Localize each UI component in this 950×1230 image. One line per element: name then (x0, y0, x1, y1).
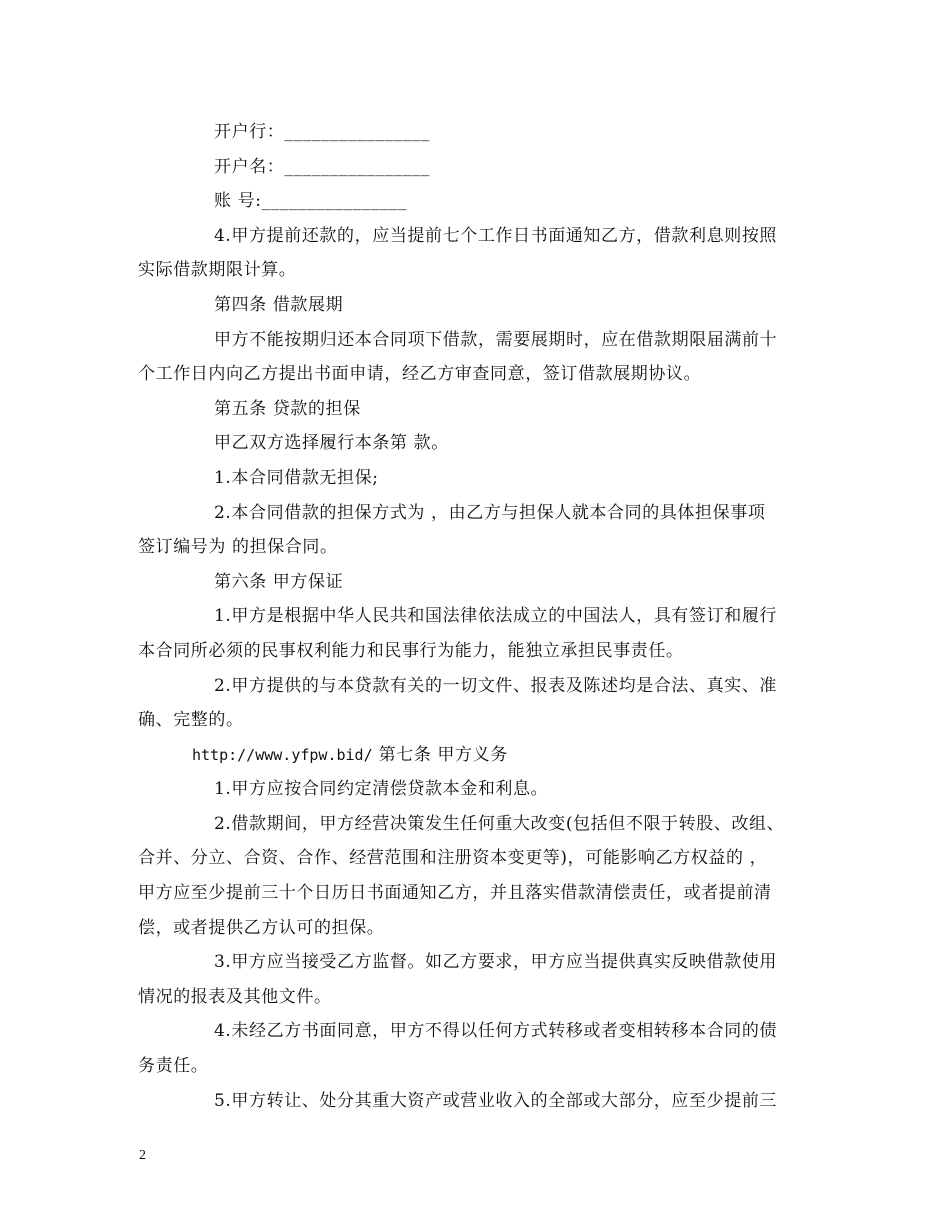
line-text: 开户行：________________ (214, 122, 430, 142)
line-text: 开户名：________________ (214, 156, 430, 177)
text-line (138, 184, 818, 219)
line-text: 甲方不能按期归还本合同项下借款，需要展期时，应在借款期限届满前十 (214, 329, 778, 350)
line-text: 1.本合同借款无担保; (214, 467, 379, 488)
line-text: 个工作日内向乙方提出书面申请，经乙方审查同意，签订借款展期协议。 (138, 364, 702, 385)
text-line (138, 669, 818, 704)
line-text: 第七条 甲方义务 (372, 744, 508, 765)
text-line (138, 1084, 818, 1119)
line-text: 2.甲方提供的与本贷款有关的一切文件、报表及陈述均是合法、真实、准 (214, 675, 778, 696)
text-line (138, 392, 818, 427)
line-text: 2.本合同借款的担保方式为 ，由乙方与担保人就本合同的具体担保事项 (214, 502, 766, 523)
line-text: 签订编号为 的担保合同。 (138, 537, 338, 558)
watermark-url: http://www.yfpw.bid/ (192, 745, 373, 764)
text-line (138, 150, 818, 185)
text-line (138, 1014, 818, 1049)
line-text: 第四条 借款展期 (214, 294, 344, 315)
line-text: 5.甲方转让、处分其重大资产或营业收入的全部或大部分，应至少提前三 (214, 1090, 778, 1111)
text-line (138, 115, 818, 150)
line-text: 确、完整的。 (138, 710, 244, 731)
line-text: 情况的报表及其他文件。 (138, 986, 332, 1007)
text-line (138, 565, 818, 600)
text-line (138, 772, 818, 807)
line-text: 4.甲方提前还款的，应当提前七个工作日书面通知乙方，借款利息则按照 (214, 225, 778, 246)
line-text: 第六条 甲方保证 (214, 571, 344, 592)
text-line (138, 253, 818, 288)
line-text: 合并、分立、合资、合作、经营范围和注册资本变更等)，可能影响乙方权益的 ， (138, 848, 768, 869)
line-text: 账 号:________________ (214, 191, 408, 212)
line-text: 2.借款期间，甲方经营决策发生任何重大改变(包括但不限于转股、改组、 (214, 813, 785, 834)
text-line (138, 461, 818, 496)
line-text: 甲方应至少提前三十个日历日书面通知乙方，并且落实借款清偿责任，或者提前清 (138, 883, 772, 904)
line-text: 本合同所必须的民事权利能力和民事行为能力，能独立承担民事责任。 (138, 640, 684, 661)
text-line (138, 634, 818, 669)
line-text: 4.未经乙方书面同意，甲方不得以任何方式转移或者变相转移本合同的债 (214, 1021, 778, 1042)
text-line (138, 911, 818, 946)
text-line (138, 1049, 818, 1084)
text-line (138, 738, 818, 773)
text-line (138, 288, 818, 323)
text-line (138, 357, 818, 392)
text-line (138, 703, 818, 738)
text-line (138, 426, 818, 461)
page-number: 2 (139, 1148, 146, 1163)
line-text: 1.甲方是根据中华人民共和国法律依法成立的中国法人，具有签订和履行 (214, 606, 778, 627)
line-text: 3.甲方应当接受乙方监督。如乙方要求，甲方应当提供真实反映借款使用 (214, 952, 778, 973)
text-line (138, 876, 818, 911)
text-line (138, 323, 818, 358)
text-line (138, 496, 818, 531)
text-line (138, 807, 818, 842)
line-text: 实际借款期限计算。 (138, 260, 297, 281)
text-line (138, 980, 818, 1015)
text-line (138, 945, 818, 980)
line-text: 1.甲方应按合同约定清偿贷款本金和利息。 (214, 779, 549, 800)
text-line (138, 841, 818, 876)
document-body (138, 115, 818, 1118)
line-text: 务责任。 (138, 1056, 209, 1077)
text-line (138, 219, 818, 254)
line-text: 第五条 贷款的担保 (214, 398, 361, 419)
text-line (138, 530, 818, 565)
line-text: 偿，或者提供乙方认可的担保。 (138, 917, 385, 938)
text-line (138, 599, 818, 634)
line-text: 甲乙双方选择履行本条第 款。 (214, 433, 449, 454)
